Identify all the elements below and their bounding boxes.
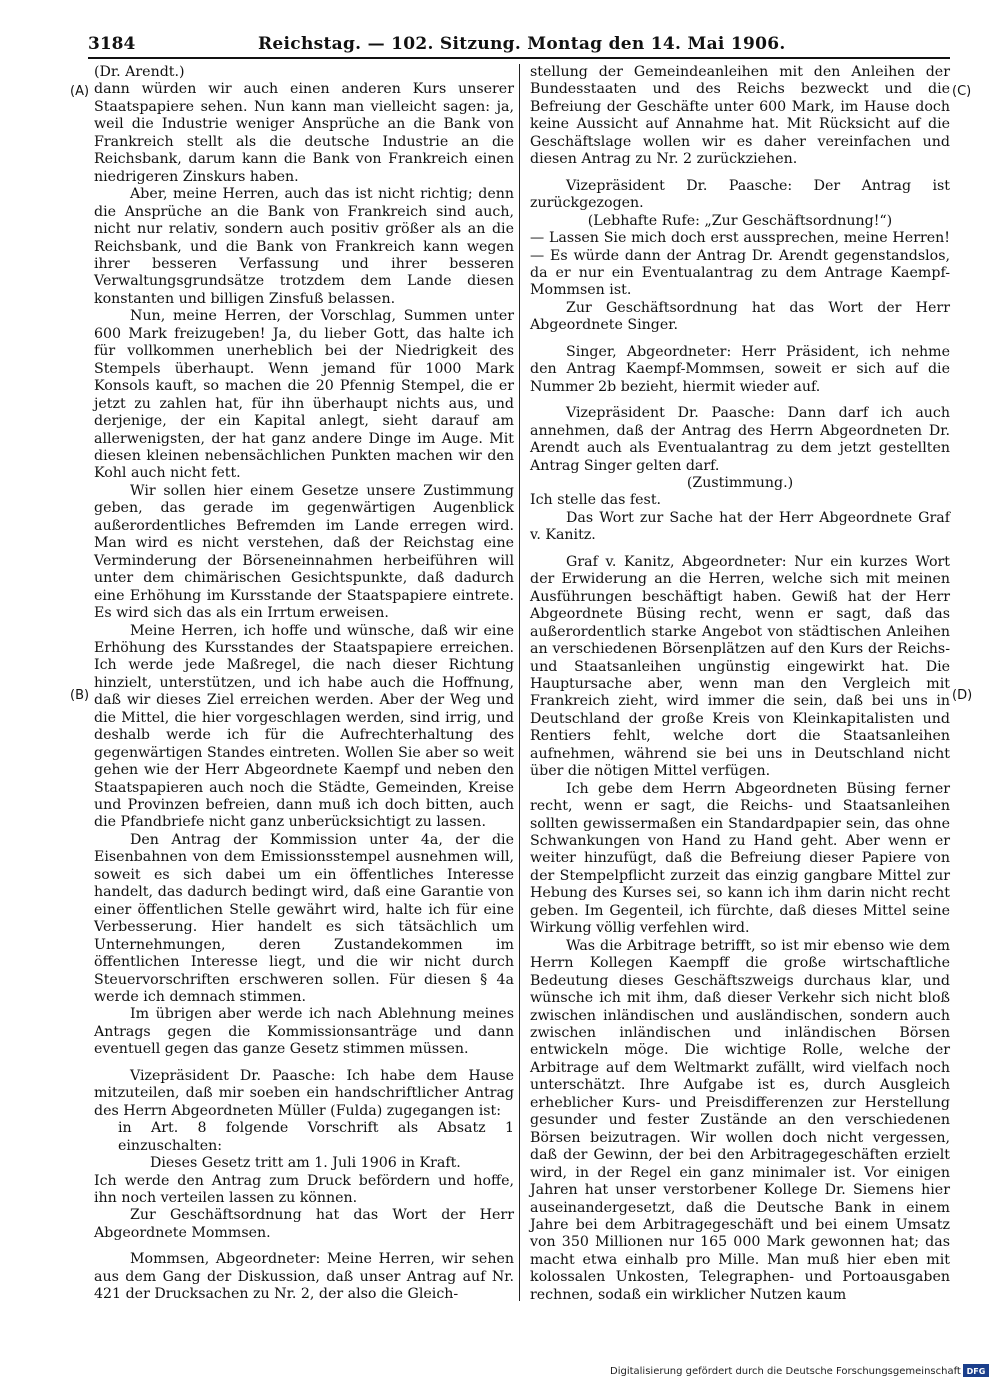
paragraph: Zur Geschäftsordnung hat das Wort der Herr Abgeordnete Singer. bbox=[530, 299, 950, 334]
margin-mark-b: (B) bbox=[70, 688, 90, 703]
paragraph: Ich stelle das fest. bbox=[530, 492, 662, 509]
digitization-credit: Digitalisierung gefördert durch die Deutsche Forschungsgemeinschaft bbox=[610, 1366, 961, 1377]
interjection: (Lebhafte Rufe: „Zur Geschäftsordnung!“) bbox=[587, 212, 893, 229]
paragraph: Aber, meine Herren, auch das ist nicht richtig; denn die Ansprüche an die Bank von Frankreich sind auch, nicht nur relativ, sondern auch positiv größer als an die Reichsbank, und die Bank von Frankreich kann wegen ihrer besseren Verfassung und ihrer besseren Verwaltungsgrundsätze trotzdem dem Lande diesen konstanten und billigen Zinsfuß belassen. bbox=[94, 186, 514, 307]
page-header bbox=[88, 34, 950, 56]
speech-paragraph: Singer, Abgeordneter: Herr Präsident, ich nehme den Antrag Kaempf-Mommsen, soweit er sich auf die Nummer 2b bezieht, hiermit wieder auf. bbox=[530, 343, 950, 395]
dfg-logo bbox=[963, 1364, 989, 1377]
paragraph: Das Wort zur Sache hat der Herr Abgeordnete Graf v. Kanitz. bbox=[530, 509, 950, 544]
column-divider bbox=[519, 64, 520, 1301]
paragraph: Ich gebe dem Herrn Abgeordneten Büsing ferner recht, wenn er sagt, die Reichs- und Staatsanleihen sollten gewissermaßen ein Standardpapier sein, das ohne Schwankungen von Hand zu Hand geht. Aber wenn er weiter hinzufügt, daß die Befreiung dieser Papiere von der Stempelpflicht zurzeit das einzig gangbare Mittel zur Hebung des Kurses sei, so kann ich ihm darin nicht recht geben. Im Gegenteil, ich fürchte, daß dieses Mittel seine Wirkung völlig verfehlen wird. bbox=[530, 780, 950, 937]
paragraph: Den Antrag der Kommission unter 4a, der die Eisenbahnen von dem Emissionsstempel ausnehmen will, soweit es sich dabei um ein öffentliches Interesse handelt, das dadurch bedingt wird, daß eine Garantie von einer öffentlichen Stelle gewährt wird, halte ich für eine Verbesserung. Hier handelt es sich tätsächlich um Unternehmungen, deren Zustandekommen im öffentlichen Interesse liegt, und die wir nicht durch Steuervorschriften erschweren sollen. Für diesen § 4a werde ich demnach stimmen. bbox=[94, 831, 514, 1006]
running-title: Reichstag. — 102. Sitzung. Montag den 14. Mai 1906. bbox=[258, 34, 786, 54]
margin-mark-d: (D) bbox=[952, 688, 973, 703]
paragraph: dann würden wir auch einen anderen Kurs unserer Staatspapiere sehen. Nun kann man vielleicht sagen: ja, weil die Industrie weniger Ansprüche an die Bank von Frankreich stellt als die deutsche Industrie an die Reichsbank, darum kann die Bank von Frankreich einen niedrigeren Zinskurs haben. bbox=[94, 81, 514, 185]
right-column bbox=[530, 64, 950, 1304]
left-column bbox=[94, 64, 514, 1304]
paragraph: Zur Geschäftsordnung hat das Wort der Herr Abgeordnete Mommsen. bbox=[94, 1207, 514, 1241]
speech-paragraph: Vizepräsident Dr. Paasche: Der Antrag ist zurückgezogen. bbox=[530, 177, 950, 212]
speech-paragraph: Vizepräsident Dr. Paasche: Ich habe dem Hause mitzuteilen, daß mir soeben ein handschriftlicher Antrag des Herrn Abgeordneten Müller (Fulda) zugegangen ist: bbox=[94, 1067, 514, 1119]
speaker-continuation-label: (Dr. Arendt.) bbox=[94, 64, 185, 80]
page-number: 3184 bbox=[88, 34, 136, 54]
motion-quote: Dieses Gesetz tritt am 1. Juli 1906 in Kraft. bbox=[150, 1155, 461, 1172]
paragraph: Meine Herren, ich hoffe und wünsche, daß wir eine Erhöhung des Kursstandes der Staatspapiere erreichen. Ich werde jede Maßregel, die nach dieser Richtung hinzielt, unterstützen, und ich habe auch die Hoffnung, daß wir dieses Ziel erreichen werden. Aber der Weg und die Mittel, die hier vorgeschlagen werden, sind irrig, und deshalb werde ich für die Aufrechterhaltung des gegenwärtigen Standes eintreten. Wollen Sie aber so weit gehen wie der Herr Abgeordnete Kaempf und neben den Staatspapieren auch noch die Städte, Gemeinden, Kreise und Provinzen befreien, dann muß ich doch bitten, auch die Pfandbriefe nicht ganz unberücksichtigt zu lassen. bbox=[94, 622, 514, 831]
paragraph: Ich werde den Antrag zum Druck befördern und hoffe, ihn noch verteilen lassen zu können. bbox=[94, 1172, 514, 1206]
paragraph: Im übrigen aber werde ich nach Ablehnung meines Antrags gegen die Kommissionsanträge und dann eventuell gegen das ganze Gesetz stimmen müssen. bbox=[94, 1006, 514, 1058]
header-rule bbox=[88, 57, 950, 59]
paragraph: Nun, meine Herren, der Vorschlag, Summen unter 600 Mark freizugeben! Ja, du lieber Gott, das halte ich für vollkommen unerheblich bei der Niedrigkeit des Stempels überhaupt. Wenn jemand für 1000 Mark Konsols kauft, so machen die 20 Pfennig Stempel, die er jetzt zu zahlen hat, für ihn überhaupt nichts aus, und derjenige, der ein Kapital anlegt, sieht darauf am allerwenigsten, der hat ganz andere Dinge im Auge. Mit diesen kleinen nebensächlichen Punkten machen wir den Kohl auch nicht fett. bbox=[94, 308, 514, 482]
paragraph: Wir sollen hier einem Gesetze unsere Zustimmung geben, das gerade im gegenwärtigen Augenblick außerordentliches Befremden im Lande erregen wird. Man wird es nicht verstehen, daß der Reichstag eine Verminderung der Börseneinnahmen herbeiführen will unter dem chimärischen Gesichtspunkte, daß dadurch eine Erhöhung im Kursstande der Staatspapiere eintrete. Es wird sich das als ein Irrtum erweisen. bbox=[94, 482, 514, 622]
margin-mark-a: (A) bbox=[70, 84, 90, 99]
speech-paragraph: Vizepräsident Dr. Paasche: Dann darf ich auch annehmen, daß der Antrag des Herrn Abgeordneten Dr. Arendt auch als Eventualantrag zu dem jetzt gestellten Antrag Singer gelten darf. bbox=[530, 405, 950, 474]
motion-text: in Art. 8 folgende Vorschrift als Absatz 1 einzuschalten: bbox=[118, 1120, 514, 1154]
paragraph: stellung der Gemeindeanleihen mit den Anleihen der Bundesstaaten und des Reichs bezweckt und die Befreiung der Geschäfte unter 600 Mark, im Hause doch keine Aussicht auf Annahme hat. Mit Rücksicht auf die Geschäftslage wollen wir es daher vereinfachen und diesen Antrag zu Nr. 2 zurückziehen. bbox=[530, 64, 950, 168]
paragraph: — Lassen Sie mich doch erst aussprechen, meine Herren! — Es würde dann der Antrag Dr. Arendt gegenstandslos, da er nur ein Eventualantrag zu dem Antrage Kaempf-Mommsen ist. bbox=[530, 230, 950, 299]
dfg-logo-text: DFG bbox=[966, 1367, 986, 1376]
margin-mark-c: (C) bbox=[952, 84, 972, 99]
interjection: (Zustimmung.) bbox=[686, 474, 794, 491]
speech-paragraph: Graf v. Kanitz, Abgeordneter: Nur ein kurzes Wort der Erwiderung an die Herren, welche sich mit meinen Ausführungen beschäftigt haben. Gewiß hat der Herr Abgeordnete Büsing recht, wenn er sagt, daß das außerordentlich starke Angebot von städtischen Anleihen an verschiedenen Börsenplätzen auf den Kurs der Reichs- und Staatsanleihen ungünstig eingewirkt hat. Die Hauptursache aber, wenn man den Vergleich mit Frankreich zieht, wird immer die sein, daß bei uns in Deutschland der große Kreis von Kleinkapitalisten und Rentiers fehlt, welche dort die Staatsanleihen aufnehmen, während sie bei uns in Deutschland nicht über die nötigen Mittel verfügen. bbox=[530, 553, 950, 780]
paragraph: Was die Arbitrage betrifft, so ist mir ebenso wie dem Herrn Kollegen Kaempff die große wirtschaftliche Bedeutung dieses Geschäftszweigs durchaus klar, und wünsche ich mit ihm, daß dieser Verkehr sich nicht bloß zwischen inländischen und ausländischen, sondern auch zwischen inländischen und inländischen Börsen entwickeln möge. Die wichtige Rolle, welche der Arbitrage auf dem Weltmarkt zufällt, wird vielfach noch unterschätzt. Ihre Aufgabe ist es, durch Ausgleich erheblicher Kurs- und Preisdifferenzen zur Herstellung gesunder und fester Zustände an den verschiedenen Börsen beizutragen. Wir wollen doch nicht vergessen, daß der Gewinn, der bei den Arbitragegeschäften erzielt wird, in der Regel ein ganz minimaler ist. Vor einigen Jahren hat unser verstorbener Kollege Dr. Siemens hier auseinandergesetzt, daß die Deutsche Bank in einem Jahre bei dem Arbitragegeschäft und bei einem Umsatz von 350 Millionen nur 165 000 Mark gewonnen hat; das macht etwa einhalb pro Mille. Man muß hier eben mit kolossalen Unkosten, Telegraphen- und Portoausgaben rechnen, sodaß ein wirklicher Nutzen kaum bbox=[530, 937, 950, 1303]
speech-paragraph: Mommsen, Abgeordneter: Meine Herren, wir sehen aus dem Gang der Diskussion, daß unser Antrag auf Nr. 421 der Drucksachen zu Nr. 2, der also die Gleich- bbox=[94, 1251, 514, 1303]
